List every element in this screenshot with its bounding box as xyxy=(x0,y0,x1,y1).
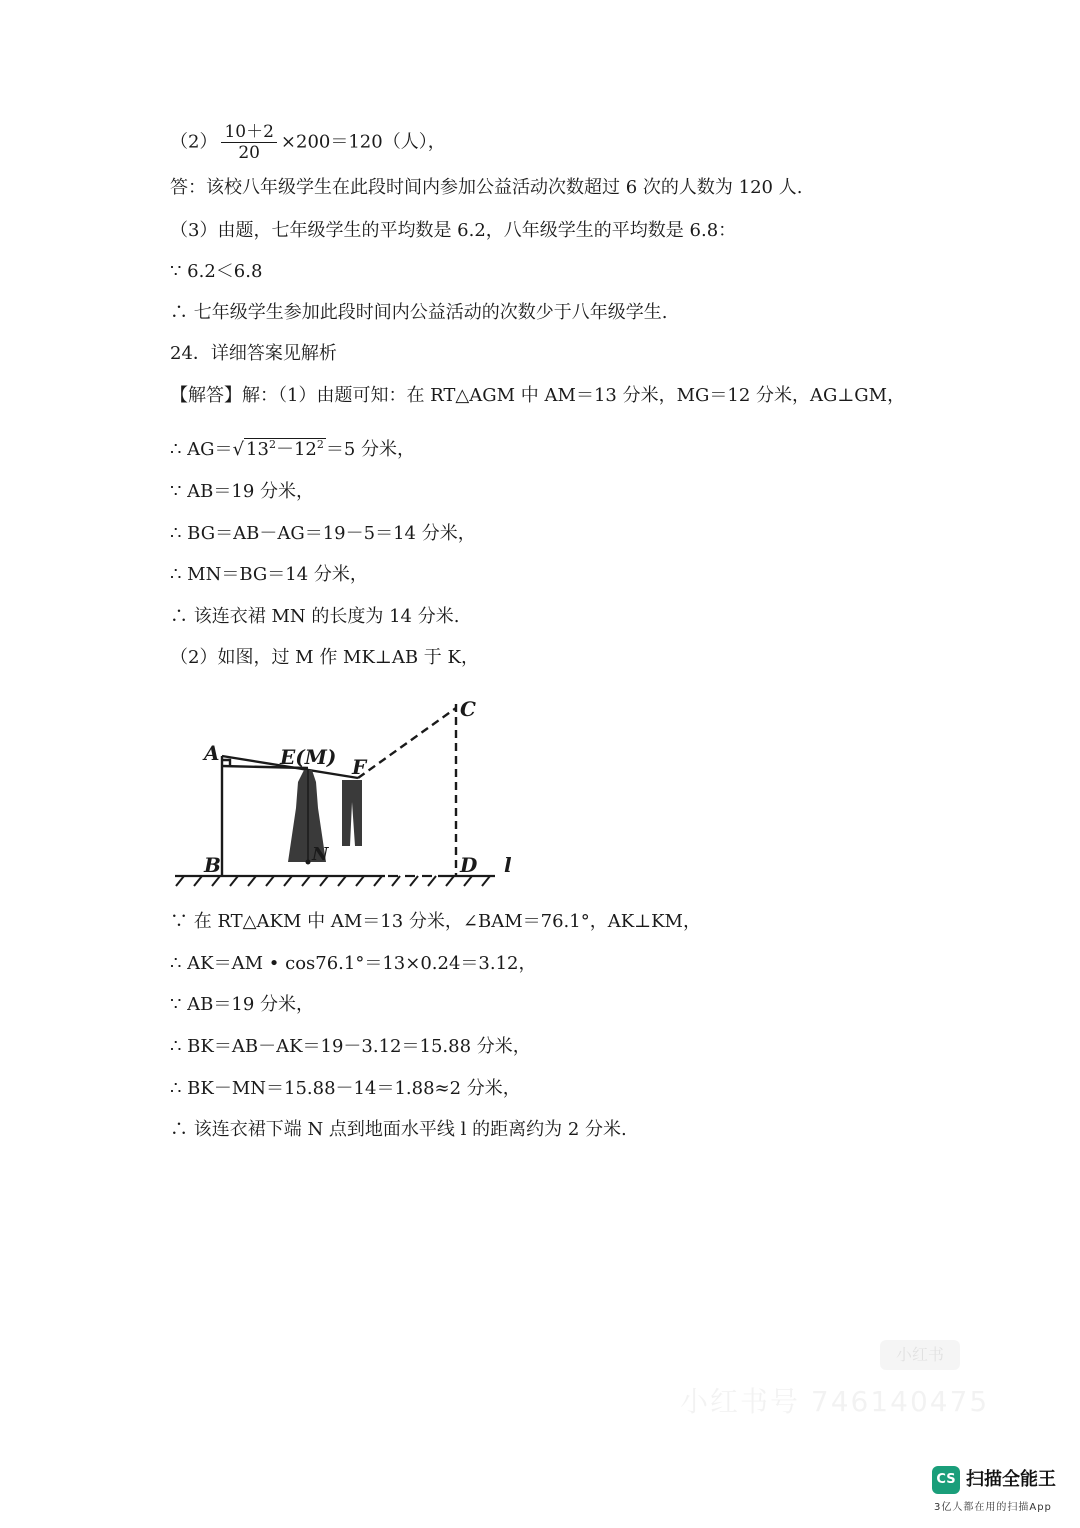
fraction xyxy=(221,122,276,163)
bg-calc: ∴ BG＝AB－AG＝19－5＝14 分米， xyxy=(170,523,476,544)
clothesline-figure xyxy=(170,690,520,890)
label-n: N xyxy=(312,844,329,865)
label-c: C xyxy=(460,697,476,721)
exponent-b: 2 xyxy=(316,438,324,451)
label-f: F xyxy=(352,755,367,779)
answer-summary: 答：该校八年级学生在此段时间内参加公益活动次数超过 6 次的人数为 120 人. xyxy=(170,177,803,198)
solution-intro: 【解答】解：（1）由题可知：在 RT△AGM 中 AM＝13 分米，MG＝12 分米，AG⊥GM， xyxy=(170,385,906,406)
exponent-a: 2 xyxy=(268,438,276,451)
question-24-heading: 24．详细答案见解析 xyxy=(170,343,337,364)
dashed-lines xyxy=(358,704,456,876)
label-b: B xyxy=(204,853,221,877)
point-n xyxy=(306,860,311,865)
label-a: A xyxy=(204,741,220,765)
part-2-intro: （2）如图，过 M 作 MK⊥AB 于 K， xyxy=(170,647,479,668)
label-e-m: E(M) xyxy=(280,745,337,769)
camscanner-tagline: 3亿人都在用的扫描App xyxy=(934,1502,1052,1513)
fraction-denominator: 20 xyxy=(238,143,260,163)
comparison-line: ∵ 6.2＜6.8 xyxy=(170,261,263,282)
radicand xyxy=(244,438,326,460)
given-ab: ∵ AB＝19 分米， xyxy=(170,481,315,502)
radicand-b: －12 xyxy=(275,439,317,460)
camscanner-name: 扫描全能王 xyxy=(966,1469,1056,1490)
fraction-numerator: 10＋2 xyxy=(221,122,276,143)
bk-calc: ∴ BK＝AB－AK＝19－3.12＝15.88 分米， xyxy=(170,1036,531,1057)
label-d: D xyxy=(460,853,478,877)
triangle-akm: ∵ 在 RT△AKM 中 AM＝13 分米，∠BAM＝76.1°，AK⊥KM， xyxy=(170,911,701,932)
final-conclusion: ∴ 该连衣裙下端 N 点到地面水平线 l 的距离约为 2 分米. xyxy=(170,1119,627,1140)
label-l: l xyxy=(504,853,512,877)
line-prefix: （2） xyxy=(170,131,218,153)
sqrt-expression: √ $13^2-12^2$ xyxy=(232,438,324,460)
trousers-shape xyxy=(342,780,362,846)
bk-mn-calc: ∴ BK－MN＝15.88－14＝1.88≈2 分米， xyxy=(170,1078,521,1099)
radicand-a: 13 xyxy=(246,439,269,460)
ground-hatch xyxy=(176,876,490,886)
sqrt-prefix: ∴ AG＝ xyxy=(170,439,233,460)
ak-calc: ∴ AK＝AM • cos76.1°＝13×0.24＝3.12， xyxy=(170,953,537,974)
sqrt-line xyxy=(170,433,415,462)
watermark-text: 小红书号 746140475 xyxy=(680,1385,990,1418)
watermark-badge: 小红书 xyxy=(880,1340,960,1370)
mn-calc: ∴ MN＝BG＝14 分米， xyxy=(170,564,368,585)
conclusion-line: ∴ 七年级学生参加此段时间内公益活动的次数少于八年级学生. xyxy=(170,302,668,323)
given-ab-2: ∵ AB＝19 分米， xyxy=(170,994,315,1015)
line-suffix: ×200＝120（人）， xyxy=(280,131,446,153)
answer-line-2 xyxy=(170,122,446,163)
mn-conclusion: ∴ 该连衣裙 MN 的长度为 14 分米. xyxy=(170,606,460,627)
sqrt-suffix: ＝5 分米， xyxy=(325,439,416,460)
camscanner-logo-icon: CS xyxy=(932,1466,960,1494)
answer-part-3: （3）由题，七年级学生的平均数是 6.2，八年级学生的平均数是 6.8： xyxy=(170,220,737,241)
